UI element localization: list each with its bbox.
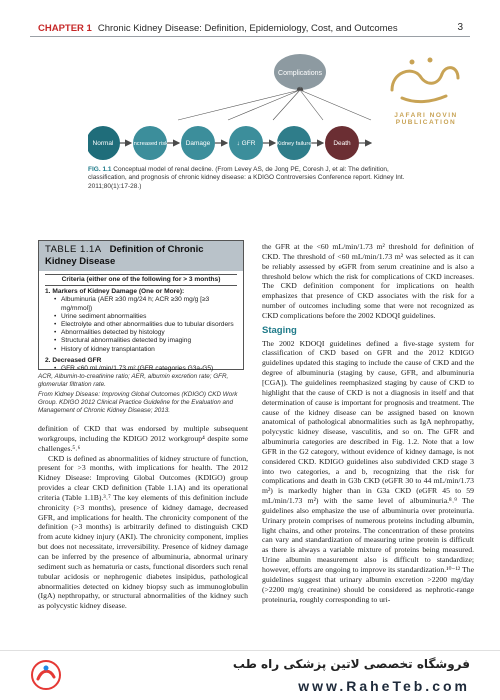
header-rule [30, 36, 470, 37]
table-footnotes [38, 373, 248, 415]
table-footnote-source: From Kidney Disease: Improving Global Outcomes (KDIGO) CKD Work Group. KDIGO 2012 Clinical Practice Guideline for the Evaluation and Management of Chronic Kidney Disease; 2013. [38, 391, 238, 414]
table-footnote-abbrev: ACR, Albumin-to-creatinine ratio; AER, albumin excretion rate; GFR, glomerular filtration rate. [38, 373, 229, 388]
store-banner [0, 650, 500, 700]
section1-list [54, 296, 237, 353]
list-item: • GFR <60 mL/min/1.73 m² (GFR categories G3a-G5) [54, 365, 237, 373]
criteria-header: Criteria (either one of the following for > 3 months) [45, 274, 237, 286]
list-item: • Abnormalities detected by histology [54, 329, 237, 337]
publisher-name: JAFARI NOVIN PUBLICATION [394, 112, 458, 126]
left-paragraph-2: CKD is defined as abnormalities of kidney structure of function, present for >3 months, with implications for health. The 2012 Kidney Disease: Improving Global Outcomes (KDIGO) group provides a clear CKD definition (Table 1.1A) and its operational criteria (Table 1.1B).³˒⁷ The key elements of this definition include chronicity (>3 months), presence of kidney damage, decreased GFR, and implications for health. The chronicity component of the definition (>3 months) is arbitrarily defined to distinguish CKD from acute kidney injury (AKI). The chronicity component, implies but does not necessitate, irreversibility. Presence of kidney damage can be inferred by the presence of albuminuria, abnormal urinary sediment such as hematuria or casts, functional disorders such renal tubular acidosis or nephrogenic diabetes insipidus, pathological abnormalities detected on kidney biopsy such as immunoglobulin (IgA) nepthropathy, or structural abnormalities of the kidney such as polycystic kidney disease. [38, 453, 248, 611]
renal-decline-diagram [88, 48, 418, 164]
right-column [262, 242, 474, 604]
node-death-label: Death [333, 140, 351, 147]
store-persian-name: فروشگاه تخصصی لاتین پزشکی راه طب [232, 657, 470, 671]
left-paragraph-1: definition of CKD that was endorsed by multiple subsequent workgroups, including the KDIGO 2012 workgroup⁴ despite some challenges.⁵˒⁶ [38, 424, 248, 453]
staging-heading: Staging [262, 324, 297, 336]
section2-list [54, 365, 237, 373]
figure-caption-label: FIG. 1.1 [88, 166, 112, 173]
chapter-title: Chronic Kidney Disease: Definition, Epidemiology, Cost, and Outcomes [97, 23, 398, 34]
figure-caption [88, 166, 418, 191]
table-body [39, 271, 243, 376]
store-url[interactable]: www.RaheTeb.com [298, 678, 470, 694]
right-paragraph-2: The 2002 KDOQI guidelines defined a five-stage system for classification of CKD based on GFR and the 2012 KDIGO guidelines updated this staging to include the cause of CKD and the degree of albuminuria (staging by cause, GFR, and albuminuria [CGA]). The guidelines reemphasized staging by cause of CKD to highlight that the cause of CKD is not a diagnosis in itself and that determination of cause is important for prognosis and treatment. The cause of the kidney disease can be assigned based on known anatomical of pathological abnormalities such as IgA nephropathy, polycystic kidney disease, vasculitis, and so on. The GFR and albuminuria categories are described in Fig. 1.2. Note that a low GFR in the G2 category, without evidence of kidney damage, is not considered CKD. KDIGO guidelines also subdivided CKD stage 3 into two categories, a and b, recognizing that the risk for complications and death in G3b CKD (eGFR 30 to 44 mL/min/1.73 m²) is markedly higher than in G3a CKD (eGFR 45 to 59 mL/min/1.73 m²) with the same level of albuminuria.⁸˒⁹ The guidelines also emphasize the use of albuminuria over proteinuria. Urinary protein comprises of numerous proteins including albumin, light chains, and other proteins. The concentration of these proteins can vary and standardization of measuring urine protein is difficult as there is always a variable mixture of proteins being measured. Urine albumin measurement also is difficult to standardize; however, efforts are ongoing to improve its standardization.¹⁰⁻¹² The guidelines suggest that urinary albumin excretion >2200 mg/day (>2200 mg/g creatinine) should be considered as nephrotic-range proteinuria, roughly corresponding to uri- [262, 338, 474, 604]
node-normal-label: Normal [92, 140, 114, 147]
node-gfr-label: ↓ GFR [236, 140, 256, 147]
page-number: 3 [457, 22, 463, 33]
list-item: • Albuminuria (AER ≥30 mg/24 h; ACR ≥30 mg/g [≥3 mg/mmol]) [54, 296, 237, 312]
chapter-label: CHAPTER 1 [38, 23, 92, 34]
list-item: • Structural abnormalities detected by imaging [54, 337, 237, 345]
list-item: • Urine sediment abnormalities [54, 313, 237, 321]
table-title: Definition of Chronic Kidney Disease [45, 244, 204, 267]
node-increased-risk-label: Increased risk [131, 141, 169, 147]
figure-caption-text: Conceptual model of renal decline. (From Levey AS, de Jong PE, Coresh J, et al: The definition, classification, and prognosis of chronic kidney disease: a KDIGO Controversies Conference report. Kidney Int. 2011;80(1):17-28.) [88, 166, 405, 190]
publisher-watermark [372, 52, 472, 136]
node-kidney-failure-label: Kidney failure [276, 141, 312, 147]
table-number: TABLE 1.1A [45, 244, 102, 255]
complication-links [178, 90, 371, 120]
publisher-logo-icon [372, 52, 472, 112]
section1-title: 1. Markers of Kidney Damage (One or More): [45, 288, 185, 296]
store-logo-icon [28, 657, 64, 693]
section2-title: 2. Decreased GFR [45, 356, 102, 364]
node-complications-label: Complications [278, 70, 322, 77]
list-item: • Electrolyte and other abnormalities due to tubular disorders [54, 321, 237, 329]
node-damage-label: Damage [185, 140, 211, 147]
right-paragraph-1: the GFR at the <60 mL/min/1.73 m² threshold for definition of CKD. The threshold of <60 mL/min/1.73 m² was selected as it can be reliably assessed by eGFR from serum creatinine and is also a threshold below which the risk for complications of CKD increases. The CKD definition component for implications on health emphasizes that presence of CKD associates with the risk for a number of outcomes including some that were not recognized as CKD complications before the 2002 KDOQI guidelines. [262, 242, 474, 320]
running-header [0, 0, 500, 40]
table-1-1a [38, 240, 244, 373]
list-item: • History of kidney transplantation [54, 346, 237, 354]
table-title-bar [39, 241, 243, 271]
left-column [38, 424, 248, 611]
chapter-heading [38, 23, 398, 34]
